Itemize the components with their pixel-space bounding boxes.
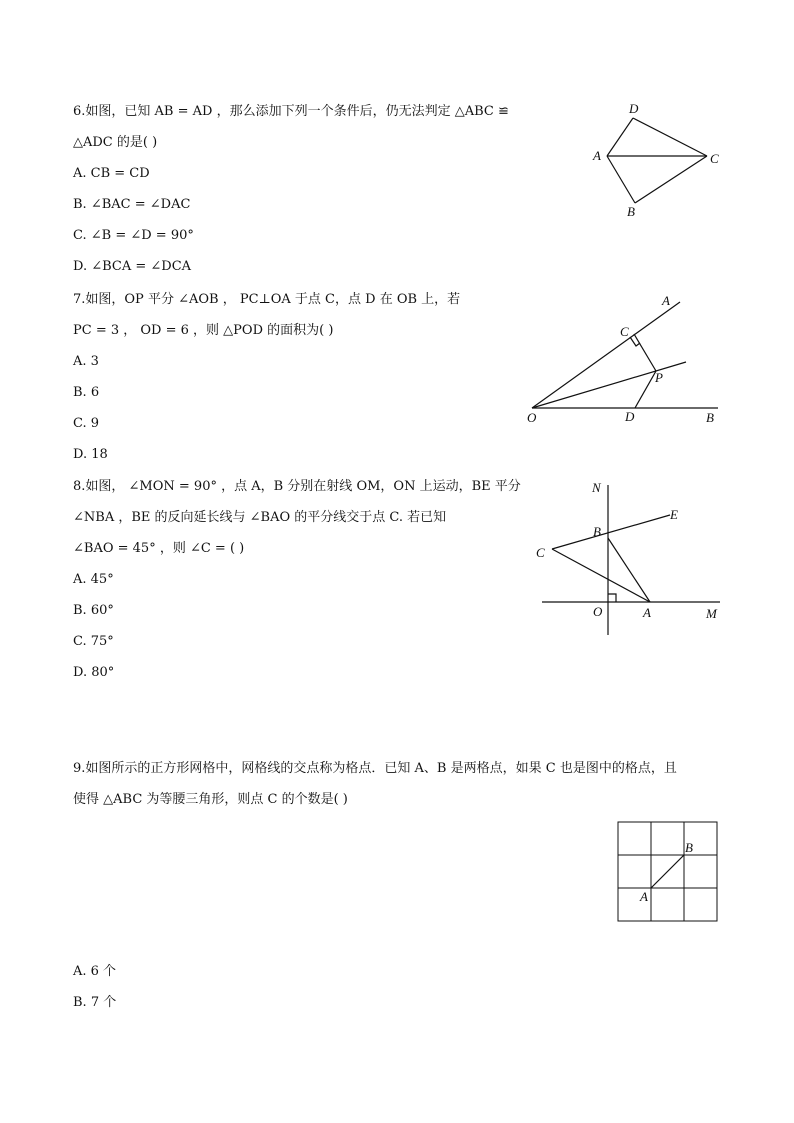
right-angle-mark <box>608 594 616 602</box>
question-7-option-b[interactable]: B. 6 <box>73 385 100 400</box>
question-6-option-c[interactable]: C. ∠B = ∠D = 90° <box>73 228 194 243</box>
question-6-option-b[interactable]: B. ∠BAC = ∠DAC <box>73 197 191 212</box>
question-7-option-d[interactable]: D. 18 <box>73 447 108 462</box>
question-8-stem-line3: ∠BAO = 45° ，则 ∠C = ( ) <box>73 541 245 556</box>
label-b: B <box>593 524 601 539</box>
label-n: N <box>592 480 601 495</box>
question-9-stem-line2: 使得 △ABC 为等腰三角形，则点 C 的个数是( ) <box>73 792 348 807</box>
question-7-option-c[interactable]: C. 9 <box>73 416 100 431</box>
label-p: P <box>655 370 663 385</box>
question-8-option-b[interactable]: B. 60° <box>73 603 114 618</box>
question-9-option-b[interactable]: B. 7 个 <box>73 995 117 1010</box>
segment-ba <box>608 538 650 602</box>
question-8-stem-line2: ∠NBA ，BE 的反向延长线与 ∠BAO 的平分线交于点 C. 若已知 <box>73 510 447 525</box>
segment-da <box>607 118 633 156</box>
label-a: A <box>640 889 648 904</box>
label-c: C <box>536 545 545 560</box>
label-d: D <box>625 409 635 424</box>
question-6-stem-line1: 6.如图，已知 AB = AD ，那么添加下列一个条件后，仍无法判定 △ABC ≌ <box>73 104 509 119</box>
question-7-option-a[interactable]: A. 3 <box>73 354 99 369</box>
label-a: A <box>662 293 670 308</box>
label-o: O <box>527 410 537 425</box>
question-9-options <box>73 956 116 1018</box>
question-6-option-a[interactable]: A. CB = CD <box>73 166 150 181</box>
question-7-figure <box>520 290 730 430</box>
question-6-option-d[interactable]: D. ∠BCA = ∠DCA <box>73 259 192 274</box>
question-7-stem-line2: PC = 3 ， OD = 6 ，则 △POD 的面积为( ) <box>73 323 334 338</box>
segment-ab <box>607 156 635 203</box>
question-9-option-a[interactable]: A. 6 个 <box>73 964 117 979</box>
question-6 <box>73 96 509 282</box>
segment-ca <box>552 549 650 602</box>
label-b: B <box>706 410 714 425</box>
question-8-option-a[interactable]: A. 45° <box>73 572 114 587</box>
label-m: M <box>706 606 717 621</box>
question-8-figure <box>530 475 730 640</box>
question-8-option-d[interactable]: D. 80° <box>73 665 115 680</box>
segment-dc <box>633 118 707 156</box>
question-8-stem-line1: 8.如图， ∠MON = 90° ，点 A，B 分别在射线 OM，ON 上运动，BE 平分 <box>73 479 521 494</box>
label-a: A <box>593 148 601 163</box>
question-9-stem-line1: 9.如图所示的正方形网格中，网格线的交点称为格点．已知 A、B 是两格点，如果 C 也是图中的格点，且 <box>73 761 677 776</box>
label-o: O <box>593 604 603 619</box>
label-a: A <box>643 605 651 620</box>
label-c: C <box>620 324 629 339</box>
segment-ab <box>651 855 684 888</box>
question-8 <box>73 471 521 688</box>
label-d: D <box>629 101 639 116</box>
question-6-stem-line2: △ADC 的是( ) <box>73 135 158 150</box>
label-e: E <box>670 507 678 522</box>
segment-pc <box>634 334 656 371</box>
label-c: C <box>710 151 719 166</box>
question-7-stem-line1: 7.如图，OP 平分 ∠AOB ， PC⊥OA 于点 C，点 D 在 OB 上，若 <box>73 292 461 307</box>
question-8-option-c[interactable]: C. 75° <box>73 634 114 649</box>
line-ce <box>552 515 670 549</box>
segment-bc <box>635 156 707 203</box>
question-7 <box>73 284 460 470</box>
question-9-figure <box>612 816 724 928</box>
question-6-figure <box>585 98 725 223</box>
ray-op <box>532 362 686 408</box>
label-b: B <box>685 840 693 855</box>
label-b: B <box>627 204 635 219</box>
ray-oa <box>532 302 680 408</box>
question-9 <box>73 753 677 815</box>
